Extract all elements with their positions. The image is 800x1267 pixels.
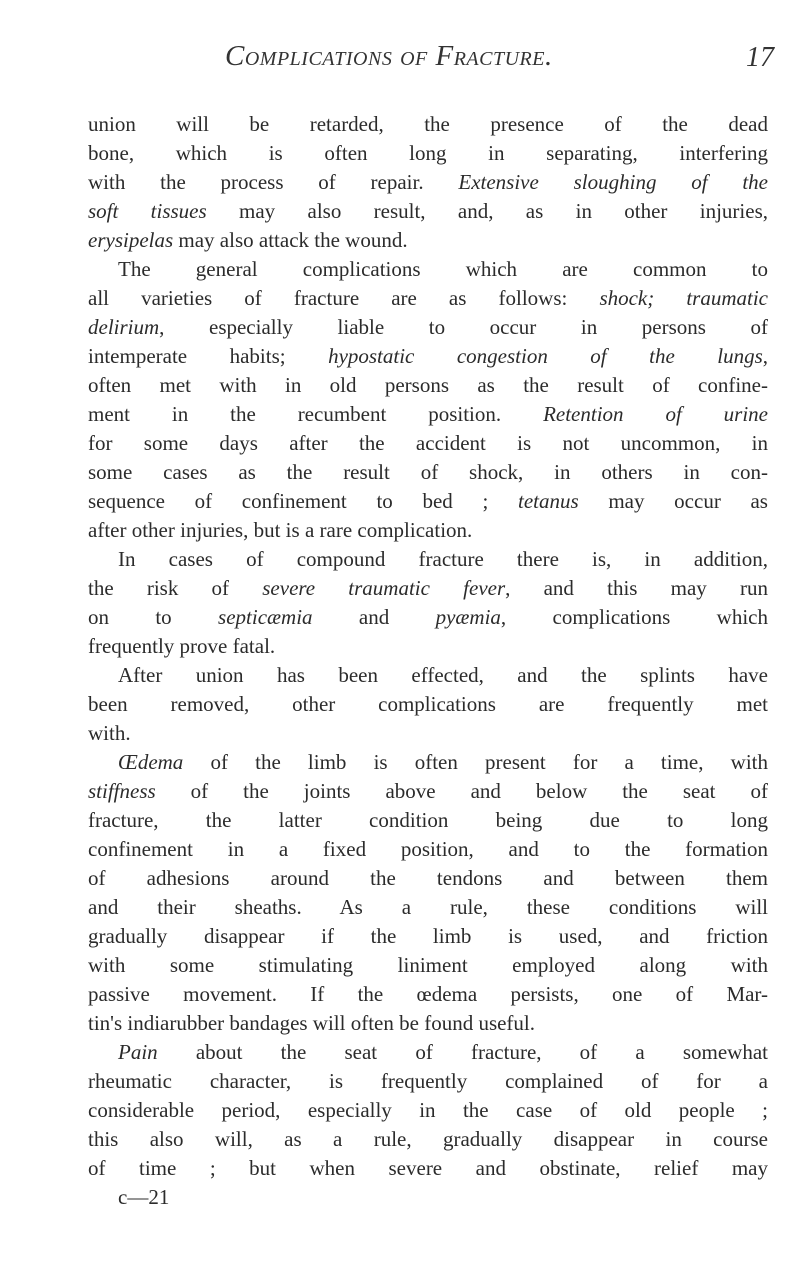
text-line	[88, 1038, 768, 1067]
text-line	[88, 922, 768, 951]
text-line	[88, 110, 768, 139]
italic-term: Extensive sloughing of the	[458, 170, 768, 194]
italic-term: shock; traumatic	[599, 286, 768, 310]
body-text	[88, 110, 768, 1212]
text-line	[88, 719, 768, 748]
text-line	[88, 284, 768, 313]
text-run: with.	[88, 721, 131, 745]
italic-term: delirium	[88, 315, 160, 339]
italic-term: pyæmia	[435, 605, 501, 629]
running-head: Complications of Fracture.	[225, 40, 553, 72]
text-run: tin's indiarubber bandages will often be found useful.	[88, 1011, 536, 1035]
text-run: some cases as the result of shock, in others in con-	[88, 460, 768, 484]
text-run: , especially liable to occur in persons of	[159, 315, 768, 339]
text-line	[88, 835, 768, 864]
text-run: The general complications which are common to	[118, 257, 768, 281]
text-line	[88, 1154, 768, 1183]
text-run: of time ; but when severe and obstinate, relief may	[88, 1156, 768, 1180]
text-run: on to	[88, 605, 219, 629]
text-line	[88, 1009, 768, 1038]
text-line	[88, 458, 768, 487]
text-run: may also result, and, as in other injuries,	[206, 199, 768, 223]
text-run: and their sheaths. As a rule, these conditions will	[88, 895, 768, 919]
text-line	[88, 661, 768, 690]
text-run: intemperate habits;	[88, 344, 329, 368]
text-line	[88, 951, 768, 980]
text-line	[88, 632, 768, 661]
text-run: may also attack the wound.	[173, 228, 408, 252]
text-run: bone, which is often long in separating, interfering	[88, 141, 768, 165]
text-line	[88, 342, 768, 371]
signature-mark: c—21	[118, 1185, 170, 1209]
text-run: after other injuries, but is a rare complication.	[88, 518, 473, 542]
text-run: been removed, other complications are frequently met	[88, 692, 768, 716]
italic-term: septicæmia	[218, 605, 313, 629]
text-run: , and this may run	[505, 576, 768, 600]
italic-term: erysipelas	[88, 228, 174, 252]
italic-term: Pain	[118, 1040, 158, 1064]
page-number: 17	[746, 42, 774, 73]
italic-term: stiffness	[88, 779, 156, 803]
text-line	[88, 748, 768, 777]
text-run: fracture, the latter condition being due to long	[88, 808, 768, 832]
italic-term: severe traumatic fever	[262, 576, 506, 600]
text-line	[88, 1096, 768, 1125]
text-line	[88, 980, 768, 1009]
text-run: confinement in a fixed position, and to the formation	[88, 837, 768, 861]
text-run: considerable period, especially in the case of old people ;	[88, 1098, 768, 1122]
text-run: union will be retarded, the presence of the dead	[88, 112, 768, 136]
text-run: sequence of confinement to bed ;	[88, 489, 518, 513]
text-line	[88, 574, 768, 603]
text-line	[88, 690, 768, 719]
text-run: may occur as	[578, 489, 768, 513]
text-run: all varieties of fracture are as follows:	[88, 286, 600, 310]
text-run: of adhesions around the tendons and between them	[88, 866, 768, 890]
text-run: of the joints above and below the seat of	[155, 779, 768, 803]
text-line	[88, 197, 768, 226]
italic-term: Œdema	[118, 750, 184, 774]
text-line	[88, 777, 768, 806]
italic-term: tetanus	[517, 489, 579, 513]
text-line	[88, 864, 768, 893]
text-run: passive movement. If the œdema persists, one of Mar-	[88, 982, 768, 1006]
text-run: about the seat of fracture, of a somewhat	[157, 1040, 768, 1064]
text-line	[88, 255, 768, 284]
text-line	[88, 168, 768, 197]
text-line	[88, 603, 768, 632]
text-run: often met with in old persons as the result of confine-	[88, 373, 768, 397]
italic-term: hypostatic congestion of the lungs	[328, 344, 763, 368]
text-run: for some days after the accident is not uncommon, in	[88, 431, 768, 455]
text-line	[88, 400, 768, 429]
text-run: and	[312, 605, 436, 629]
text-line	[88, 806, 768, 835]
text-line	[88, 487, 768, 516]
text-line	[88, 1125, 768, 1154]
text-run: ,	[762, 344, 768, 368]
text-line	[88, 1067, 768, 1096]
text-line	[88, 893, 768, 922]
text-line	[88, 545, 768, 574]
text-run: with some stimulating liniment employed along with	[88, 953, 768, 977]
text-line	[88, 313, 768, 342]
text-run: of the limb is often present for a time, with	[183, 750, 768, 774]
italic-term: soft tissues	[88, 199, 207, 223]
text-run: with the process of repair.	[88, 170, 459, 194]
text-run: the risk of	[88, 576, 263, 600]
text-run: , complications which	[500, 605, 768, 629]
text-run: ment in the recumbent position.	[88, 402, 544, 426]
italic-term: Retention of urine	[543, 402, 768, 426]
text-line	[88, 139, 768, 168]
text-run: After union has been effected, and the splints have	[118, 663, 768, 687]
text-line	[88, 429, 768, 458]
text-run: gradually disappear if the limb is used, and friction	[88, 924, 768, 948]
text-line	[88, 516, 768, 545]
text-run: In cases of compound fracture there is, in addition,	[118, 547, 768, 571]
text-run: this also will, as a rule, gradually disappear in course	[88, 1127, 768, 1151]
text-line	[88, 226, 768, 255]
text-run: frequently prove fatal.	[88, 634, 276, 658]
text-run: rheumatic character, is frequently complained of for a	[88, 1069, 768, 1093]
text-line	[88, 371, 768, 400]
